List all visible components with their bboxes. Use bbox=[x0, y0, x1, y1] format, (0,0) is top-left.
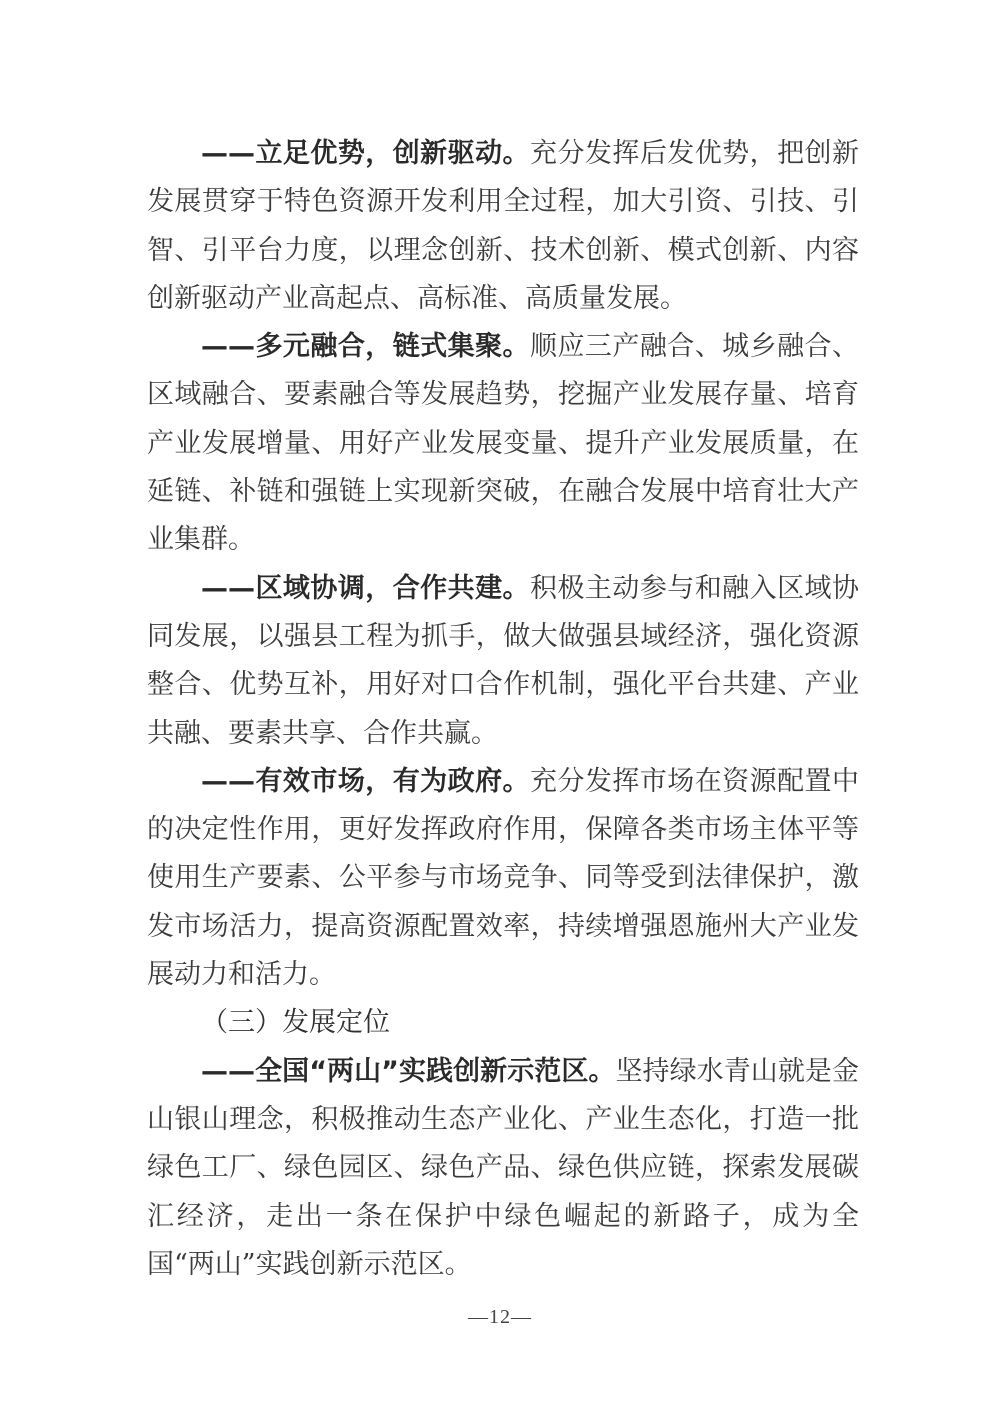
page-number: —12— bbox=[468, 1306, 532, 1328]
page-body bbox=[147, 130, 859, 1289]
principle-3-text: 积极主动参与和融入区域协同发展，以强县工程为抓手，做大做强县域经济，强化资源整合、优势互补，用好对口合作机制，强化平台共建、产业共融、要素共享、合作共赢。 bbox=[147, 572, 859, 749]
principle-4-title: ——有效市场，有为政府。 bbox=[201, 765, 530, 797]
principle-paragraph-1 bbox=[147, 130, 859, 323]
section-heading: （三）发展定位 bbox=[201, 1007, 390, 1039]
principle-1-text: 充分发挥后发优势，把创新发展贯穿于特色资源开发利用全过程，加大引资、引技、引智、引平台力度，以理念创新、技术创新、模式创新、内容创新驱动产业高起点、高标准、高质量发展。 bbox=[147, 138, 859, 314]
principle-paragraph-3 bbox=[147, 565, 859, 758]
principle-paragraph-2 bbox=[147, 323, 859, 564]
principle-2-title: ——多元融合，链式集聚。 bbox=[201, 331, 530, 363]
positioning-paragraph bbox=[147, 1048, 859, 1289]
principle-1-title: ——立足优势，创新驱动。 bbox=[201, 138, 530, 169]
principle-3-title: ——区域协调，合作共建。 bbox=[201, 572, 530, 604]
positioning-title: ——全国“两山”实践创新示范区。 bbox=[201, 1055, 616, 1087]
positioning-text: 坚持绿水青山就是金山银山理念，积极推动生态产业化、产业生态化，打造一批绿色工厂、绿色园区、绿色产品、绿色供应链，探索发展碳汇经济，走出一条在保护中绿色崛起的新路子，成为全国“两山”实践创新示范区。 bbox=[147, 1055, 859, 1280]
principle-4-text: 充分发挥市场在资源配置中的决定性作用，更好发挥政府作用，保障各类市场主体平等使用生产要素、公平参与市场竞争、同等受到法律保护，激发市场活力，提高资源配置效率，持续增强恩施州大产业发展动力和活力。 bbox=[147, 765, 859, 991]
principle-2-text: 顺应三产融合、城乡融合、区域融合、要素融合等发展趋势，挖掘产业发展存量、培育产业发展增量、用好产业发展变量、提升产业发展质量，在延链、补链和强链上实现新突破，在融合发展中培育壮大产业集群。 bbox=[147, 331, 859, 556]
principle-paragraph-4 bbox=[147, 758, 859, 999]
